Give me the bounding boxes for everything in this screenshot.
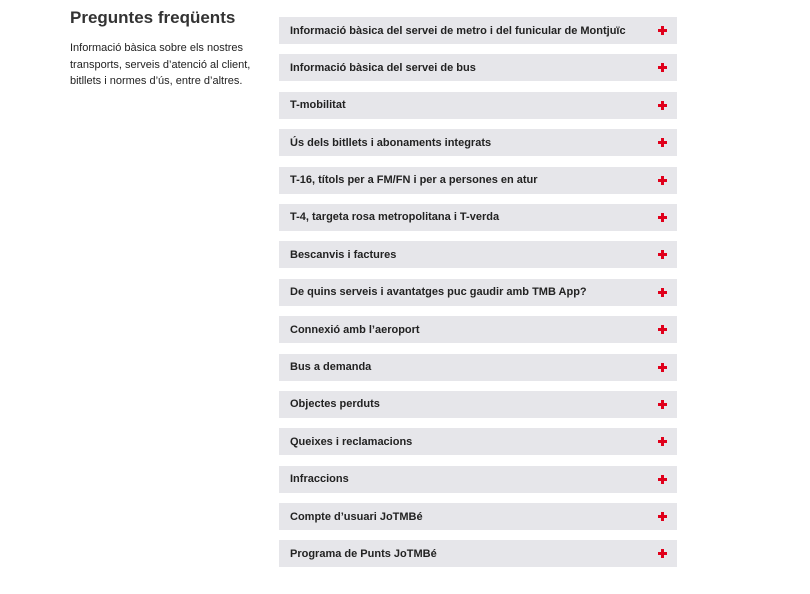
faq-item[interactable]: [279, 204, 677, 231]
faq-item[interactable]: [279, 503, 677, 530]
plus-icon[interactable]: [658, 363, 667, 372]
faq-item-label: Programa de Punts JoTMBé: [290, 547, 437, 560]
faq-item[interactable]: [279, 279, 677, 306]
faq-item-label: Informació bàsica del servei de metro i del funicular de Montjuïc: [290, 24, 626, 37]
faq-item[interactable]: [279, 316, 677, 343]
page-title: Preguntes freqüents: [70, 8, 236, 27]
faq-item[interactable]: [279, 540, 677, 567]
faq-item-label: T-mobilitat: [290, 99, 346, 112]
faq-item-label: Objectes perduts: [290, 398, 380, 411]
faq-item-label: T-16, títols per a FM/FN i per a persones en atur: [290, 174, 538, 187]
plus-icon[interactable]: [658, 176, 667, 185]
plus-icon[interactable]: [658, 325, 667, 334]
faq-item-label: De quins serveis i avantatges puc gaudir amb TMB App?: [290, 286, 587, 299]
plus-icon[interactable]: [658, 250, 667, 259]
plus-icon[interactable]: [658, 437, 667, 446]
plus-icon[interactable]: [658, 213, 667, 222]
page-description: Informació bàsica sobre els nostres transports, serveis d’atenció al client, bitllets i normes d’ús, entre d’altres.: [70, 42, 251, 87]
plus-icon[interactable]: [658, 512, 667, 521]
faq-item-label: Compte d’usuari JoTMBé: [290, 510, 423, 523]
faq-item-label: Ús dels bitllets i abonaments integrats: [290, 136, 492, 149]
plus-icon[interactable]: [658, 549, 667, 558]
faq-item[interactable]: [279, 391, 677, 418]
faq-intro: [70, 8, 260, 90]
faq-item[interactable]: [279, 428, 677, 455]
plus-icon[interactable]: [658, 26, 667, 35]
faq-item[interactable]: [279, 167, 677, 194]
faq-item[interactable]: [279, 241, 677, 268]
plus-icon[interactable]: [658, 138, 667, 147]
plus-icon[interactable]: [658, 475, 667, 484]
faq-item-label: Bescanvis i factures: [290, 248, 397, 261]
faq-item-label: Infraccions: [290, 473, 349, 486]
faq-item-label: Bus a demanda: [290, 361, 372, 374]
faq-accordion: [279, 17, 677, 578]
faq-item[interactable]: [279, 54, 677, 81]
faq-item-label: T-4, targeta rosa metropolitana i T-verda: [290, 211, 500, 224]
faq-item[interactable]: [279, 92, 677, 119]
plus-icon[interactable]: [658, 400, 667, 409]
faq-item-label: Queixes i reclamacions: [290, 435, 413, 448]
plus-icon[interactable]: [658, 101, 667, 110]
faq-item[interactable]: [279, 17, 677, 44]
plus-icon[interactable]: [658, 288, 667, 297]
plus-icon[interactable]: [658, 63, 667, 72]
faq-item[interactable]: [279, 129, 677, 156]
faq-item-label: Connexió amb l’aeroport: [290, 323, 420, 336]
faq-item[interactable]: [279, 354, 677, 381]
faq-item-label: Informació bàsica del servei de bus: [290, 61, 476, 74]
faq-item[interactable]: [279, 466, 677, 493]
